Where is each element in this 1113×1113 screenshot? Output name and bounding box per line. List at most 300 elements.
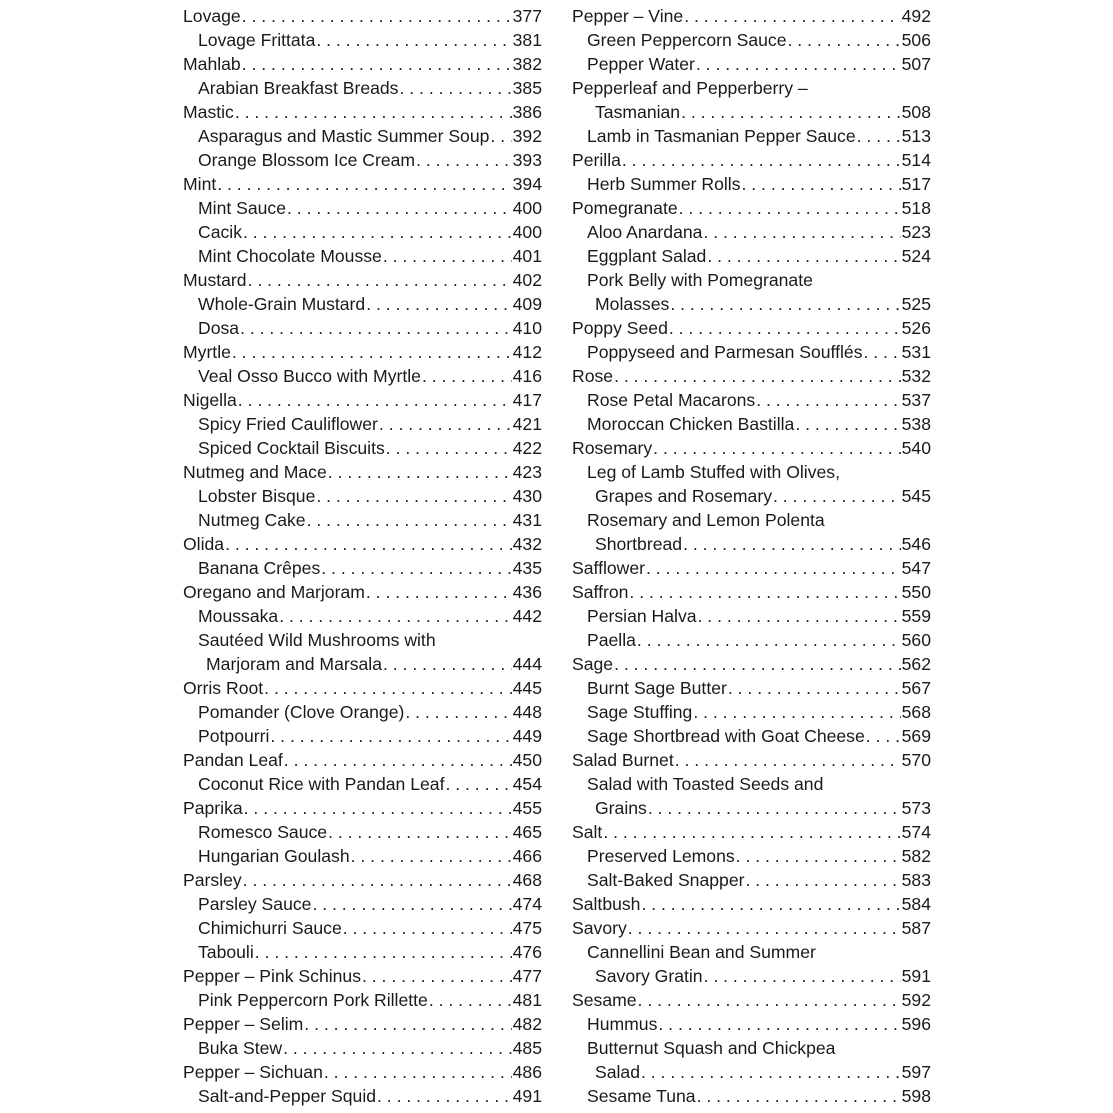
toc-page-number: 518 (901, 198, 931, 218)
toc-entry-title: Coconut Rice with Pandan Leaf (198, 774, 445, 794)
toc-entry-sub (183, 220, 542, 244)
dot-leader (382, 244, 512, 268)
toc-entry-sub (572, 172, 931, 196)
toc-page-number: 454 (512, 774, 542, 794)
toc-entry-title: Sautéed Wild Mushrooms with (198, 630, 436, 650)
dot-leader (668, 316, 901, 340)
toc-entry-title: Saltbush (572, 894, 641, 914)
toc-entry-title: Moussaka (198, 606, 279, 626)
dot-leader (645, 556, 901, 580)
toc-entry-sub (183, 628, 542, 652)
dot-leader (865, 724, 901, 748)
dot-leader (856, 124, 901, 148)
toc-page-number: 582 (901, 846, 931, 866)
toc-entry-title: Salt (572, 822, 603, 842)
dot-leader (628, 580, 901, 604)
toc-entry-main (183, 388, 542, 412)
dot-leader (365, 580, 512, 604)
toc-right-column (572, 4, 931, 1108)
toc-page-number: 394 (512, 174, 542, 194)
toc-entry-title: Potpourri (198, 726, 270, 746)
toc-entry-title: Perilla (572, 150, 621, 170)
toc-entry-title: Spiced Cocktail Biscuits (198, 438, 385, 458)
toc-entry-main (183, 268, 542, 292)
toc-page-number: 402 (512, 270, 542, 290)
toc-entry-title: Salad Burnet (572, 750, 674, 770)
toc-entry-title: Pepper – Sichuan (183, 1062, 323, 1082)
dot-leader (744, 868, 901, 892)
dot-leader (640, 1060, 901, 1084)
toc-entry-title: Salt-Baked Snapper (587, 870, 745, 890)
toc-entry-title: Safflower (572, 558, 646, 578)
toc-entry-main (572, 820, 931, 844)
dot-leader (727, 676, 901, 700)
dot-leader (697, 604, 901, 628)
toc-page-number: 573 (901, 798, 931, 818)
toc-entry-main (183, 1012, 542, 1036)
toc-entry-sub (183, 820, 542, 844)
toc-entry-title: Tasmanian (595, 102, 681, 122)
toc-entry-title: Lovage Frittata (198, 30, 316, 50)
toc-page-number: 486 (512, 1062, 542, 1082)
dot-leader (637, 988, 901, 1012)
toc-entry-title: Mint (183, 174, 217, 194)
toc-entry-sub (183, 892, 542, 916)
toc-entry-sub (183, 988, 542, 1012)
dot-leader (327, 460, 512, 484)
toc-entry-main (183, 1060, 542, 1084)
toc-entry-title: Butternut Squash and Chickpea (587, 1038, 836, 1058)
toc-page-number: 591 (901, 966, 931, 986)
toc-entry-sub (572, 604, 931, 628)
dot-leader (428, 988, 512, 1012)
toc-entry-main (183, 532, 542, 556)
toc-entry-title: Lamb in Tasmanian Pepper Sauce (587, 126, 856, 146)
toc-entry-title: Cannellini Bean and Summer (587, 942, 816, 962)
toc-page-number: 598 (901, 1086, 931, 1106)
dot-leader (350, 844, 512, 868)
toc-entry-main (572, 988, 931, 1012)
toc-entry-title: Arabian Breakfast Breads (198, 78, 399, 98)
toc-page-number: 412 (512, 342, 542, 362)
toc-page-number: 468 (512, 870, 542, 890)
toc-page-number: 392 (512, 126, 542, 146)
dot-leader (398, 76, 512, 100)
toc-entry-title: Rosemary (572, 438, 653, 458)
toc-page-number: 513 (901, 126, 931, 146)
toc-page-number: 401 (512, 246, 542, 266)
toc-page-number: 450 (512, 750, 542, 770)
dot-leader (682, 532, 901, 556)
toc-page-number: 592 (901, 990, 931, 1010)
toc-entry-sub (572, 940, 931, 964)
toc-page-number: 597 (901, 1062, 931, 1082)
toc-page-number: 474 (512, 894, 542, 914)
toc-page-number: 587 (901, 918, 931, 938)
toc-page-number: 422 (512, 438, 542, 458)
dot-leader (621, 148, 901, 172)
toc-entry-sub (572, 772, 931, 796)
toc-page-number: 435 (512, 558, 542, 578)
toc-entry-title: Moroccan Chicken Bastilla (587, 414, 795, 434)
toc-entry-title: Veal Osso Bucco with Myrtle (198, 366, 421, 386)
toc-entry-title: Sage Stuffing (587, 702, 693, 722)
toc-page-number: 491 (512, 1086, 542, 1106)
toc-entry-title: Hummus (587, 1014, 658, 1034)
dot-leader (652, 436, 901, 460)
toc-entry-title: Spicy Fried Cauliflower (198, 414, 378, 434)
toc-entry-title: Marjoram and Marsala (206, 654, 382, 674)
toc-entry-title: Nigella (183, 390, 237, 410)
dot-leader (385, 436, 512, 460)
toc-page-number: 562 (901, 654, 931, 674)
toc-page-number: 382 (512, 54, 542, 74)
toc-entry-title: Grains (595, 798, 647, 818)
toc-entry-sub (183, 604, 542, 628)
dot-leader (231, 340, 512, 364)
toc-page-number: 546 (901, 534, 931, 554)
dot-leader (669, 292, 901, 316)
toc-entry-sub (183, 316, 542, 340)
toc-page-number: 545 (901, 486, 931, 506)
dot-leader (735, 844, 901, 868)
toc-page-number: 466 (512, 846, 542, 866)
toc-entry-title: Asparagus and Mastic Summer Soup (198, 126, 490, 146)
toc-page-number: 444 (512, 654, 542, 674)
toc-entry-sub (572, 100, 931, 124)
dot-leader (702, 220, 901, 244)
dot-leader (278, 604, 512, 628)
toc-entry-main (183, 100, 542, 124)
toc-entry-sub (183, 124, 542, 148)
toc-page-number: 386 (512, 102, 542, 122)
toc-entry-title: Lobster Bisque (198, 486, 316, 506)
toc-entry-sub (572, 412, 931, 436)
toc-entry-title: Eggplant Salad (587, 246, 707, 266)
dot-leader (706, 244, 901, 268)
toc-entry-sub (572, 508, 931, 532)
toc-page-number: 523 (901, 222, 931, 242)
toc-page-number: 477 (512, 966, 542, 986)
dot-leader (237, 388, 512, 412)
toc-page-number: 377 (512, 6, 542, 26)
toc-entry-sub (572, 388, 931, 412)
toc-page-number: 430 (512, 486, 542, 506)
toc-entry-sub (572, 1036, 931, 1060)
toc-entry-sub (572, 1012, 931, 1036)
toc-page-number: 465 (512, 822, 542, 842)
toc-entry-main (572, 76, 931, 100)
toc-entry-title: Pomegranate (572, 198, 678, 218)
toc-entry-sub (572, 484, 931, 508)
toc-entry-title: Salad with Toasted Seeds and (587, 774, 824, 794)
dot-leader (421, 364, 512, 388)
toc-entry-sub (183, 940, 542, 964)
toc-entry-title: Lovage (183, 6, 241, 26)
toc-page-number: 532 (901, 366, 931, 386)
toc-entry-title: Cacik (198, 222, 242, 242)
toc-entry-sub (183, 916, 542, 940)
toc-entry-main (572, 916, 931, 940)
toc-page-number: 485 (512, 1038, 542, 1058)
dot-leader (241, 52, 512, 76)
dot-leader (243, 796, 512, 820)
toc-page-number: 423 (512, 462, 542, 482)
dot-leader (234, 100, 512, 124)
toc-page-number: 482 (512, 1014, 542, 1034)
toc-entry-sub (183, 412, 542, 436)
dot-leader (216, 172, 512, 196)
toc-page-number: 569 (901, 726, 931, 746)
toc-entry-sub (572, 796, 931, 820)
toc-entry-title: Aloo Anardana (587, 222, 703, 242)
toc-entry-title: Oregano and Marjoram (183, 582, 365, 602)
toc-entry-sub (183, 28, 542, 52)
toc-entry-title: Savory (572, 918, 627, 938)
toc-entry-sub (183, 76, 542, 100)
toc-page-number: 385 (512, 78, 542, 98)
toc-entry-main (572, 652, 931, 676)
toc-entry-sub (183, 652, 542, 676)
toc-page-number: 574 (901, 822, 931, 842)
toc-entry-sub (572, 340, 931, 364)
toc-entry-title: Mahlab (183, 54, 241, 74)
toc-page-number: 583 (901, 870, 931, 890)
toc-page-number: 416 (512, 366, 542, 386)
toc-entry-main (183, 172, 542, 196)
dot-leader (794, 412, 901, 436)
toc-page-number: 531 (901, 342, 931, 362)
toc-entry-title: Hungarian Goulash (198, 846, 350, 866)
toc-entry-main (572, 148, 931, 172)
toc-entry-title: Burnt Sage Butter (587, 678, 727, 698)
toc-entry-title: Pepperleaf and Pepperberry – (572, 78, 808, 98)
toc-page-number: 381 (512, 30, 542, 50)
toc-entry-title: Green Peppercorn Sauce (587, 30, 787, 50)
dot-leader (772, 484, 901, 508)
toc-page-number: 596 (901, 1014, 931, 1034)
toc-entry-title: Pepper – Pink Schinus (183, 966, 361, 986)
dot-leader (863, 340, 902, 364)
toc-entry-sub (572, 268, 931, 292)
dot-leader (674, 748, 901, 772)
toc-entry-title: Pepper – Vine (572, 6, 684, 26)
dot-leader (365, 292, 512, 316)
toc-entry-title: Pepper – Selim (183, 1014, 304, 1034)
dot-leader (755, 388, 901, 412)
toc-page-number: 432 (512, 534, 542, 554)
toc-page-number: 400 (512, 198, 542, 218)
toc-page-number: 559 (901, 606, 931, 626)
toc-entry-main (183, 580, 542, 604)
toc-entry-title: Molasses (595, 294, 670, 314)
toc-entry-main (183, 796, 542, 820)
toc-page-number: 481 (512, 990, 542, 1010)
toc-entry-sub (183, 292, 542, 316)
dot-leader (683, 4, 901, 28)
toc-page-number: 584 (901, 894, 931, 914)
toc-page-number: 567 (901, 678, 931, 698)
toc-entry-title: Mint Sauce (198, 198, 287, 218)
toc-entry-title: Poppy Seed (572, 318, 668, 338)
toc-page-number: 524 (901, 246, 931, 266)
toc-entry-title: Mastic (183, 102, 234, 122)
dot-leader (382, 652, 512, 676)
toc-page-number: 410 (512, 318, 542, 338)
toc-entry-title: Whole-Grain Mustard (198, 294, 366, 314)
toc-page-number: 526 (901, 318, 931, 338)
toc-page-number: 570 (901, 750, 931, 770)
toc-page-number: 448 (512, 702, 542, 722)
toc-entry-title: Paprika (183, 798, 243, 818)
toc-page-number: 525 (901, 294, 931, 314)
toc-entry-main (572, 316, 931, 340)
dot-leader (741, 172, 902, 196)
dot-leader (680, 100, 901, 124)
toc-entry-title: Tabouli (198, 942, 254, 962)
dot-leader (242, 220, 512, 244)
toc-page-number: 492 (901, 6, 931, 26)
toc-entry-title: Preserved Lemons (587, 846, 735, 866)
toc-entry-title: Mustard (183, 270, 247, 290)
dot-leader (320, 556, 512, 580)
toc-page-number: 417 (512, 390, 542, 410)
toc-page-number: 568 (901, 702, 931, 722)
toc-page-number: 537 (901, 390, 931, 410)
dot-leader (315, 28, 512, 52)
toc-entry-sub (183, 772, 542, 796)
toc-entry-title: Pink Peppercorn Pork Rillette (198, 990, 428, 1010)
toc-page-number: 506 (901, 30, 931, 50)
dot-leader (282, 1036, 512, 1060)
toc-page-number: 449 (512, 726, 542, 746)
toc-entry-title: Shortbread (595, 534, 683, 554)
toc-entry-sub (183, 244, 542, 268)
toc-page-number: 540 (901, 438, 931, 458)
toc-page-number: 508 (901, 102, 931, 122)
toc-page-number: 431 (512, 510, 542, 530)
dot-leader (703, 964, 901, 988)
toc-entry-title: Myrtle (183, 342, 231, 362)
dot-leader (613, 364, 901, 388)
toc-entry-title: Mint Chocolate Mousse (198, 246, 382, 266)
toc-page-number: 514 (901, 150, 931, 170)
toc-entry-title: Nutmeg and Mace (183, 462, 327, 482)
toc-entry-main (572, 556, 931, 580)
dot-leader (239, 316, 512, 340)
toc-entry-sub (572, 844, 931, 868)
toc-entry-sub (572, 868, 931, 892)
toc-entry-sub (572, 1084, 931, 1108)
dot-leader (361, 964, 512, 988)
toc-page-number: 550 (901, 582, 931, 602)
toc-page-number: 475 (512, 918, 542, 938)
toc-entry-title: Sesame Tuna (587, 1086, 696, 1106)
toc-left-column (183, 4, 542, 1108)
toc-entry-title: Chimichurri Sauce (198, 918, 342, 938)
toc-entry-main (183, 4, 542, 28)
toc-entry-main (183, 868, 542, 892)
toc-page-number: 393 (512, 150, 542, 170)
dot-leader (415, 148, 512, 172)
toc-entry-title: Pork Belly with Pomegranate (587, 270, 813, 290)
toc-entry-sub (183, 556, 542, 580)
toc-page-number: 436 (512, 582, 542, 602)
toc-entry-main (183, 676, 542, 700)
toc-entry-main (183, 964, 542, 988)
toc-entry-title: Romesco Sauce (198, 822, 328, 842)
toc-entry-sub (572, 124, 931, 148)
toc-entry-main (183, 748, 542, 772)
dot-leader (444, 772, 512, 796)
toc-entry-main (183, 52, 542, 76)
toc-entry-sub (572, 700, 931, 724)
toc-entry-sub (183, 1036, 542, 1060)
toc-page-number: 476 (512, 942, 542, 962)
dot-leader (678, 196, 901, 220)
toc-entry-sub (572, 628, 931, 652)
toc-entry-main (572, 892, 931, 916)
toc-entry-sub (572, 724, 931, 748)
toc-entry-sub (183, 196, 542, 220)
dot-leader (242, 868, 512, 892)
toc-entry-sub (183, 364, 542, 388)
toc-page-number: 421 (512, 414, 542, 434)
toc-page-number: 455 (512, 798, 542, 818)
dot-leader (263, 676, 512, 700)
toc-entry-title: Sage (572, 654, 614, 674)
toc-entry-title: Herb Summer Rolls (587, 174, 741, 194)
toc-entry-sub (572, 292, 931, 316)
dot-leader (311, 892, 512, 916)
toc-entry-title: Sesame (572, 990, 637, 1010)
dot-leader (283, 748, 512, 772)
dot-leader (269, 724, 512, 748)
dot-leader (286, 196, 512, 220)
toc-entry-title: Saffron (572, 582, 629, 602)
dot-leader (306, 508, 512, 532)
toc-page-number: 442 (512, 606, 542, 626)
dot-leader (378, 412, 512, 436)
toc-entry-sub (572, 1060, 931, 1084)
toc-entry-title: Parsley Sauce (198, 894, 312, 914)
dot-leader (489, 124, 512, 148)
dot-leader (303, 1012, 512, 1036)
toc-entry-title: Paella (587, 630, 636, 650)
toc-entry-sub (572, 28, 931, 52)
toc-entry-title: Dosa (198, 318, 240, 338)
dot-leader (323, 1060, 512, 1084)
toc-page-number: 538 (901, 414, 931, 434)
toc-entry-sub (183, 844, 542, 868)
toc-entry-main (572, 4, 931, 28)
dot-leader (657, 1012, 901, 1036)
toc-entry-main (572, 580, 931, 604)
dot-leader (247, 268, 512, 292)
toc-entry-title: Leg of Lamb Stuffed with Olives, (587, 462, 840, 482)
dot-leader (692, 700, 901, 724)
toc-entry-title: Pomander (Clove Orange) (198, 702, 405, 722)
toc-page-number: 445 (512, 678, 542, 698)
toc-entry-title: Salt-and-Pepper Squid (198, 1086, 377, 1106)
toc-entry-main (572, 364, 931, 388)
dot-leader (696, 1084, 901, 1108)
dot-leader (224, 532, 512, 556)
dot-leader (241, 4, 512, 28)
toc-page-number: 400 (512, 222, 542, 242)
toc-page-number: 517 (901, 174, 931, 194)
dot-leader (404, 700, 512, 724)
